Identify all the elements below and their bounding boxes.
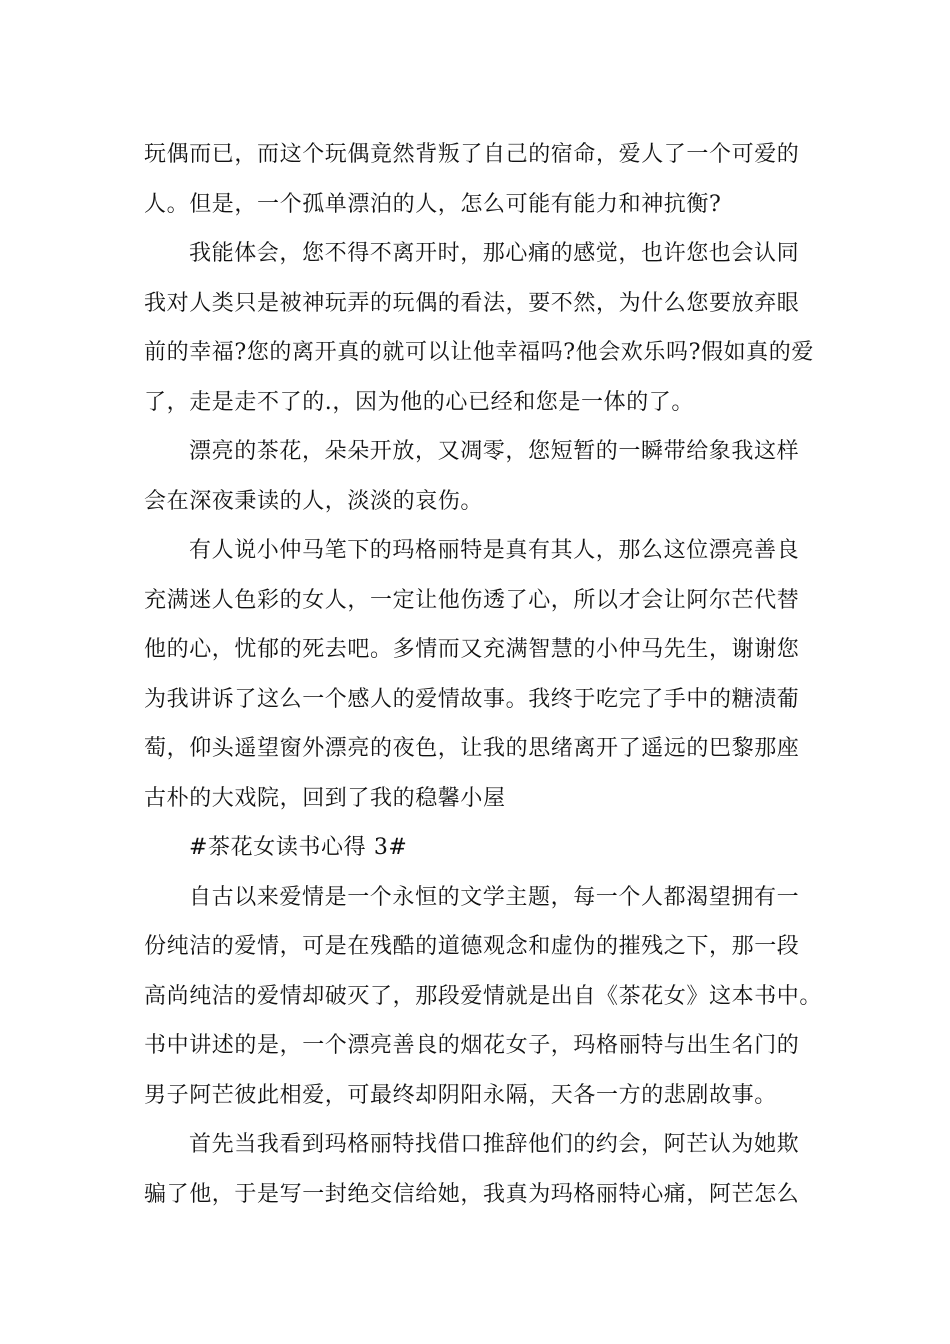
paragraph-start-line: 首先当我看到玛格丽特找借口推辞他们的约会，阿芒认为她欺 bbox=[189, 1132, 800, 1157]
text-line: 为我讲诉了这么一个感人的爱情故事。我终于吃完了手中的糖渍葡 bbox=[144, 686, 800, 712]
text-line: 骗了他，于是写一封绝交信给她，我真为玛格丽特心痛，阿芒怎么 bbox=[144, 1181, 800, 1207]
text-line: 充满迷人色彩的女人，一定让他伤透了心，所以才会让阿尔芒代替 bbox=[144, 587, 800, 613]
paragraph-start-line: 我能体会，您不得不离开时，那心痛的感觉，也许您也会认同 bbox=[189, 241, 800, 266]
text-line: 萄，仰头遥望窗外漂亮的夜色，让我的思绪离开了遥远的巴黎那座 bbox=[144, 736, 800, 761]
text-line: 了，走是走不了的.，因为他的心已经和您是一体的了。 bbox=[144, 389, 694, 415]
text-line: 人。但是，一个孤单漂泊的人，怎么可能有能力和神抗衡? bbox=[144, 191, 722, 217]
paragraph-start-line: 自古以来爱情是一个永恒的文学主题，每一个人都渴望拥有一 bbox=[189, 884, 800, 910]
text-line: 书中讲述的是，一个漂亮善良的烟花女子，玛格丽特与出生名门的 bbox=[144, 1033, 800, 1058]
text-line: 男子阿芒彼此相爱，可最终却阴阳永隔，天各一方的悲剧故事。 bbox=[144, 1082, 777, 1108]
text-line: 前的幸福?您的离开真的就可以让他幸福吗?他会欢乐吗?假如真的爱 bbox=[144, 340, 814, 365]
text-line: 古朴的大戏院，回到了我的稳馨小屋 bbox=[144, 785, 506, 811]
text-line: 份纯洁的爱情，可是在残酷的道德观念和虚伪的摧残之下，那一段 bbox=[144, 934, 800, 959]
text-line: 玩偶而已，而这个玩偶竟然背叛了自己的宿命，爱人了一个可爱的 bbox=[144, 142, 800, 167]
text-line: 会在深夜秉读的人，淡淡的哀伤。 bbox=[144, 488, 484, 514]
text-line: 我对人类只是被神玩弄的玩偶的看法，要不然，为什么您要放弃眼 bbox=[144, 290, 800, 316]
text-line: 高尚纯洁的爱情却破灭了，那段爱情就是出自《茶花女》这本书中。 bbox=[144, 983, 823, 1009]
section-heading: #茶花女读书心得 3# bbox=[189, 835, 408, 860]
paragraph-start-line: 有人说小仲马笔下的玛格丽特是真有其人，那么这位漂亮善良 bbox=[189, 538, 800, 563]
text-line: 他的心，忧郁的死去吧。多情而又充满智慧的小仲马先生，谢谢您 bbox=[144, 637, 800, 662]
paragraph-start-line: 漂亮的茶花，朵朵开放，又凋零，您短暂的一瞬带给象我这样 bbox=[189, 439, 800, 464]
body-text bbox=[144, 130, 824, 1219]
